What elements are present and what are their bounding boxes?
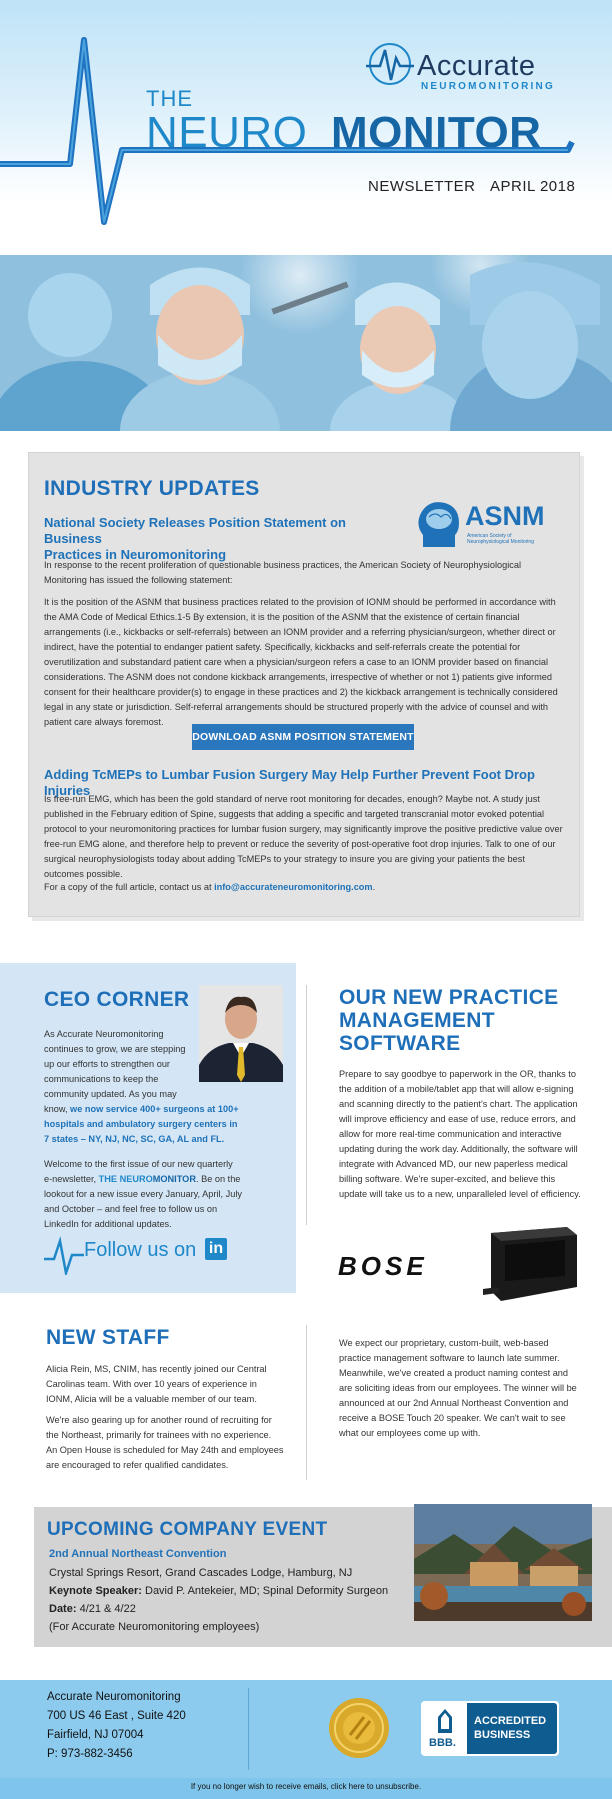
asnm-wordmark: ASNM [465,501,545,531]
ceo-highlight-3: 7 states – NY, NJ, NC, SC, GA, AL and FL. [44,1134,225,1144]
bbb-badge[interactable] [421,1701,559,1756]
industry-updates-section [28,452,580,917]
ceo-p2-suffix: . Be on the [195,1174,241,1184]
footer-city: Fairfield, NJ 07004 [47,1729,144,1741]
footer-divider [248,1688,249,1770]
masthead-neuro: NEURO [146,108,308,157]
logo-name: Accurate [417,50,536,82]
ceo-photo [199,985,283,1082]
bose-product-image [336,1225,612,1307]
ceo-corner-section [0,963,296,1293]
follow-label: Follow us on [84,1239,197,1261]
ceo-line: up our efforts to strengthen our [44,1059,170,1069]
article1-title[interactable] [44,515,384,563]
speaker-icon [483,1225,583,1307]
keynote-value: David P. Antekeier, MD; Spinal Deformity Surgeon [141,1585,389,1597]
article2-title[interactable]: Adding TcMEPs to Lumbar Fusion Surgery May Help Further Prevent Foot Drop Injuries [44,767,535,798]
article1-intro: In response to the recent proliferation of questionable business practices, the American Society of Neurophysiological Monitoring has issued the following statement: [44,560,522,585]
practice-title-line: MANAGEMENT [339,1009,495,1032]
event-note: (For Accurate Neuromonitoring employees) [49,1621,260,1633]
masthead-the: THE [146,86,193,111]
practice-body: Prepare to say goodbye to paperwork in the OR, thanks to the addition of a mobile/tablet app that will allow e-signing and scanning directly to the patient's chart. The application will improve efficiency and ease of use, reduce errors, and allow for more real-time communication and interactive updating during the work day. Additionally, the software will integrate with Advanced MD, our new paperless medical billing software. We're super-excited, and believe this update will take us to a new, unparalleled level of efficiency. [339,1069,581,1199]
bbb-text: BBB. [429,1737,456,1749]
upcoming-event-section [34,1507,612,1647]
practice-title-line: OUR NEW PRACTICE [339,986,559,1009]
ceo-line: As Accurate Neuromonitoring [44,1029,164,1039]
footer-street: 700 US 46 East , Suite 420 [47,1710,186,1722]
column-divider [306,1325,307,1480]
new-staff-title: NEW STAFF [46,1326,170,1349]
date-value: 4/21 & 4/22 [76,1603,136,1615]
event-title: UPCOMING COMPANY EVENT [47,1519,328,1540]
article2-contact [44,880,564,895]
ceo-p2-line: LinkedIn for additional updates. [44,1219,172,1229]
contact-email-link[interactable]: info@accurateneuromonitoring.com [214,882,373,892]
brain-head-icon [415,499,463,551]
footer [0,1680,612,1799]
asnm-subtitle: American Society of Neurophysiological Monitoring [467,533,534,545]
ceo-corner-title: CEO CORNER [44,988,190,1011]
practice-title-line: SOFTWARE [339,1032,461,1055]
ceo-p2-line: lookout for a new issue every January, April, July [44,1189,242,1199]
ceo-p2-prefix: e-newsletter, [44,1174,99,1184]
resort-image [414,1504,592,1621]
ceo-paragraph2 [44,1157,289,1232]
hero-surgeons-image [0,255,612,431]
column-divider [306,985,307,1225]
linkedin-icon: in [205,1238,227,1260]
contact-prefix: For a copy of the full article, contact us at [44,882,215,892]
ceo-paragraph1-bottom [44,1102,284,1147]
resort-illustration [414,1504,592,1621]
accredited-panel [467,1703,557,1754]
ceo-paragraph1-top [44,1027,194,1102]
new-staff-p2: We're also gearing up for another round of recruiting for the Northeast, primarily for trainees with no experience. An Open House is scheduled for May 24th and employees are encouraged to refer qualified candidates. [46,1415,284,1470]
accredited-line1: ACCREDITED [474,1715,547,1727]
ceo-line: community updated. As you may [44,1089,177,1099]
accredited-line2: BUSINESS [474,1729,531,1741]
masthead-monitor: MONITOR [331,108,542,157]
event-subtitle: 2nd Annual Northeast Convention [49,1548,227,1560]
practice-title [339,986,589,1055]
bose-wordmark: BOSE [338,1251,428,1281]
practice-body2: We expect our proprietary, custom-built, web-based practice management software to launch late summer. Meanwhile, we've created a product naming contest and are soliciting ideas from our employees. The winner will be announced at our 2nd Annual Northeast Convention and receive a BOSE Touch 20 speaker. We can't wait to see what our employees come up with. [339,1338,577,1438]
date-label: Date: [49,1603,77,1615]
pulse-icon [44,1235,84,1275]
article1-title-line1: National Society Releases Position Statement on Business [44,515,346,546]
unsubscribe-link[interactable]: If you no longer wish to receive emails, click here to unsubscribe. [190,1782,422,1791]
issue-date: APRIL 2018 [490,178,576,195]
contact-suffix: . [372,882,376,892]
ceo-highlight-2: hospitals and ambulatory surgery centers in [44,1119,238,1129]
ceo-p2-neuro: THE NEURO [98,1174,153,1184]
logo-subtitle: NEUROMONITORING [421,81,555,92]
ceo-line: communications to keep the [44,1074,159,1084]
bbb-logo [423,1703,467,1754]
new-staff-p1: Alicia Rein, MS, CNIM, has recently joined our Central Carolinas team. With over 10 years of experience in IONM, Alicia will be a valuable member of our team. [46,1364,267,1404]
ceo-know: know, [44,1104,71,1114]
newsletter-label: NEWSLETTER [368,178,476,195]
article1-title-line2: Practices in Neuromonitoring [44,547,227,562]
footer-company: Accurate Neuromonitoring [47,1691,181,1703]
industry-updates-title: INDUSTRY UPDATES [44,477,260,500]
newsletter-header [0,0,612,254]
surgeons-illustration [0,255,612,431]
keynote-label: Keynote Speaker: [49,1585,142,1597]
download-asnm-statement-button[interactable]: DOWNLOAD ASNM POSITION STATEMENT [192,724,414,750]
footer-phone: P: 973-882-3456 [47,1748,133,1760]
ceo-p2-monitor: MONITOR [152,1174,196,1184]
accurate-logo-icon [366,40,414,88]
ceo-p2-line: Welcome to the first issue of our new quarterly [44,1159,233,1169]
ceo-p2-line: and October – and feel free to follow us on [44,1204,218,1214]
article1-body: It is the position of the ASNM that business practices related to the provision of IONM should be performed in accordance with the AMA Code of Medical Ethics.1-5 By extension, it is the position of the ASNM that the existence of certain financial arrangements (i.e., kickbacks or self-referrals) between an IONM provider and a referring physician/surgeon, whether direct or indirect, have the potential to endanger patient safety. Specifically, kickbacks and self-referrals create the potential for overutilization and substandard patient care when a physician/surgeon refers a case to an IONM provider based on financial considerations. The ASNM does not condone kickback arrangements, irrespective of whether or not 1) patients give informed consent for their healthcare provider(s) to engage in these practices and 2) the kickback arrangement is technically considered legal in any state or jurisdiction. Self-referral arrangements should be structured properly with the advice of counsel and with patient care always foremost. [44,597,558,727]
article2-body: Is free-run EMG, which has been the gold standard of nerve root monitoring for decades, enough? Maybe not. A study just published in the February edition of Spine, suggests that adding a specific and targeted transcranial motor evoked potential protocol to your neuromonitoring practices for lumbar fusion surgery, may significantly improve the positive predictive value over free-run EMG alone, and therefore help to prevent or reduce the severity of post-operative foot drop injuries. Talk to one of our surgical neurophysiologists today about adding TcMEPs to your strategy to insure you are giving your patients the best outcomes possible. [44,794,563,879]
ceo-portrait-icon [199,985,283,1082]
gold-seal-icon [328,1697,390,1759]
event-keynote [49,1585,388,1597]
event-date [49,1603,136,1615]
torch-icon [430,1707,460,1735]
ceo-highlight-1: we now service 400+ surgeons at 100+ [70,1104,239,1114]
asnm-logo [415,499,545,551]
event-venue: Crystal Springs Resort, Grand Cascades Lodge, Hamburg, NJ [49,1567,353,1579]
ceo-line: continues to grow, we are stepping [44,1044,186,1054]
